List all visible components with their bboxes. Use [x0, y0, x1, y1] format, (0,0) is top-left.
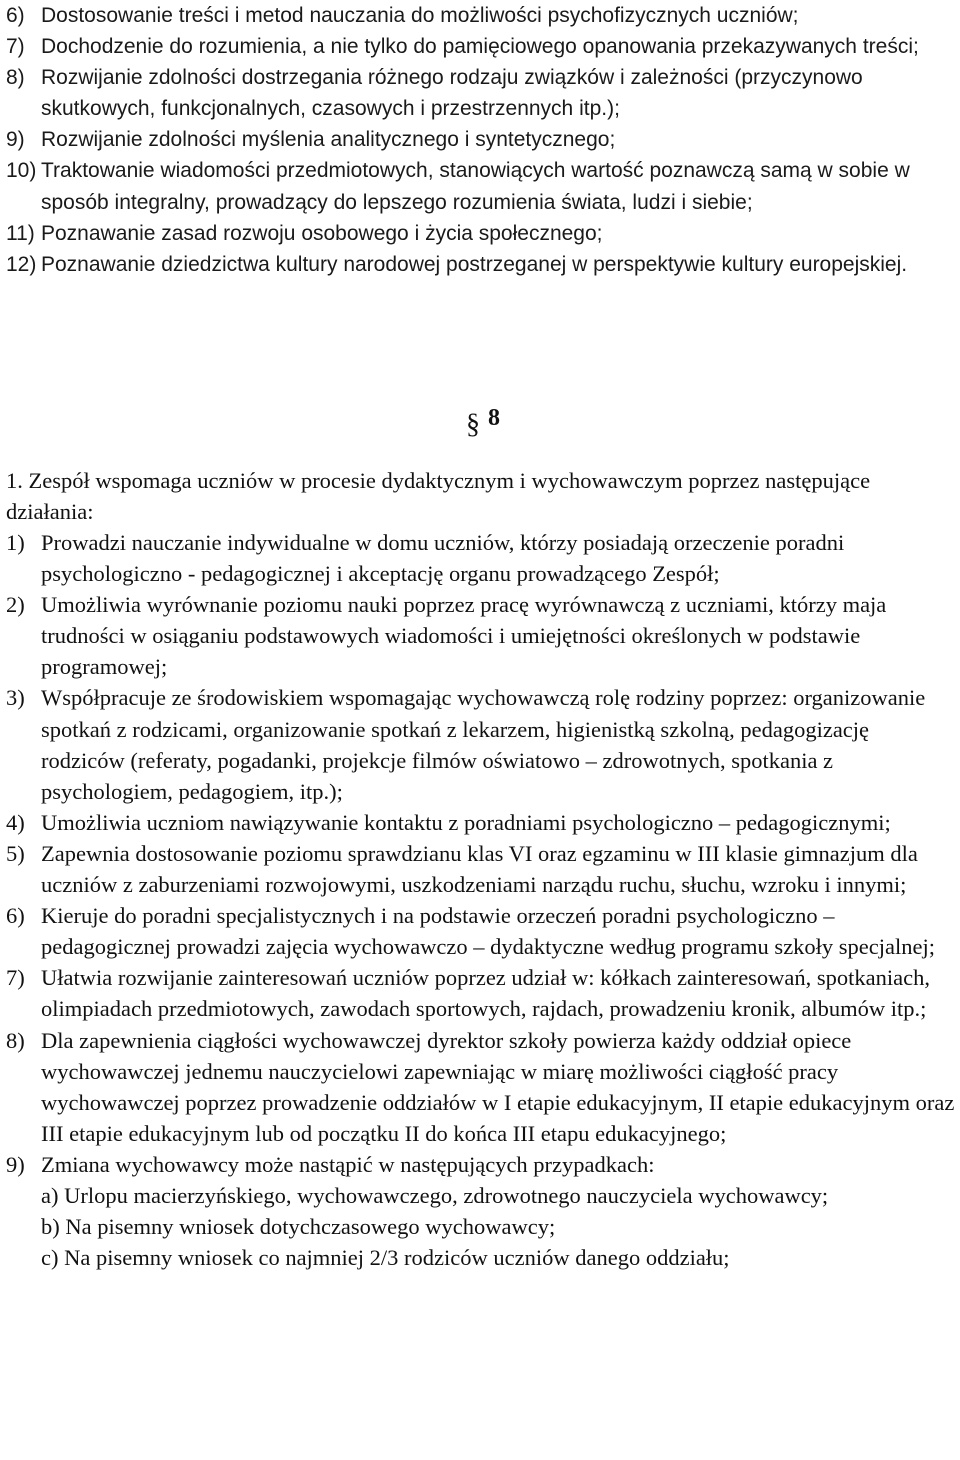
list-item: [6, 900, 958, 962]
item-number: 2): [6, 592, 25, 618]
list-item: [6, 1149, 958, 1273]
item-text: Rozwijanie zdolności myślenia analitycznego i syntetycznego;: [41, 128, 616, 152]
list-item: [6, 31, 956, 62]
item-text: Zmiana wychowawcy może nastąpić w następujących przypadkach:: [41, 1151, 655, 1177]
section-number: 8: [488, 405, 500, 431]
item-text: Prowadzi nauczanie indywidualne w domu uczniów, którzy posiadają orzeczenie poradni psychologiczno - pedagogicznej i akceptację organu prowadzącego Zespół;: [41, 530, 845, 587]
list-item: [6, 682, 958, 806]
item-number: 1): [6, 530, 25, 555]
item-number: 9): [6, 1151, 25, 1177]
item-number: 12): [6, 252, 37, 276]
item-number: 11): [6, 221, 35, 245]
list-item: [6, 807, 958, 838]
item-number: 10): [6, 159, 37, 183]
item-number: 4): [6, 809, 25, 835]
list-item: [6, 124, 956, 155]
list-item: [6, 527, 958, 589]
item-number: 5): [6, 840, 25, 866]
list-item: [6, 589, 958, 682]
intro-paragraph: 1. Zespół wspomaga uczniów w procesie dydaktycznym i wychowawczym poprzez następujące działania:: [6, 468, 871, 525]
item-text: Poznawanie zasad rozwoju osobowego i życia społecznego;: [41, 221, 603, 245]
list-item: [6, 962, 958, 1024]
item-number: 6): [6, 903, 25, 929]
item-text: Traktowanie wiadomości przedmiotowych, stanowiących wartość poznawczą samą w sobie w sposób integralny, prowadzący do lepszego rozumienia świata, ludzi i siebie;: [41, 159, 910, 214]
list-item: [6, 838, 958, 900]
section-heading: [466, 402, 500, 440]
item-text: Dochodzenie do rozumienia, a nie tylko do pamięciowego opanowania przekazywanych treści;: [41, 35, 919, 59]
item-text: Dostosowanie treści i metod nauczania do możliwości psychofizycznych uczniów;: [41, 4, 799, 27]
activities-list: [6, 527, 958, 1273]
list-item: [6, 249, 956, 280]
list-item: [6, 155, 956, 217]
objectives-list: [6, 0, 956, 280]
item-number: 8): [6, 66, 25, 90]
item-text: Umożliwia uczniom nawiązywanie kontaktu z poradniami psychologiczno – pedagogicznymi;: [41, 809, 891, 835]
list-item: [6, 1025, 958, 1149]
list-item: [6, 62, 956, 124]
item-text: Poznawanie dziedzictwa kultury narodowej postrzeganej w perspektywie kultury europejskiej.: [41, 252, 908, 276]
item-text: Współpracuje ze środowiskiem wspomagając wychowawczą rolę rodziny poprzez: organizowanie spotkań z rodzicami, organizowanie spotkań z lekarzem, higienistką szkolną, pedagogizację rodziców (referaty, pogadanki, projekcje filmów oświatowo – zdrowotnych, spotkania z psychologiem, pedagogiem, itp.);: [41, 685, 926, 804]
item-text: Dla zapewnienia ciągłości wychowawczej dyrektor szkoły powierza każdy oddział opiece wychowawczej jednemu nauczycielowi zapewniając w miarę możliwości ciągłość pracy wychowawczej poprzez prowadzenie oddziałów w I etapie edukacyjnym, II etapie edukacyjnym oraz III etapie edukacyjnym lub od początku II do końca III etapu edukacyjnego;: [41, 1027, 955, 1146]
item-text: Rozwijanie zdolności dostrzegania różnego rodzaju związków i zależności (przyczynowo skutkowych, funkcjonalnych, czasowych i przestrzennych itp.);: [41, 66, 863, 121]
item-number: 8): [6, 1027, 25, 1053]
sub-item: a) Urlopu macierzyńskiego, wychowawczego, zdrowotnego nauczyciela wychowawcy;: [41, 1182, 829, 1208]
item-number: 7): [6, 35, 25, 59]
list-item: [6, 218, 956, 249]
item-number: 7): [6, 965, 25, 991]
item-number: 3): [6, 685, 25, 711]
list-item: [6, 0, 956, 31]
item-number: 6): [6, 4, 25, 27]
section-symbol: §: [466, 409, 480, 440]
item-number: 9): [6, 128, 25, 152]
item-text: Kieruje do poradni specjalistycznych i na podstawie orzeczeń poradni psychologiczno – pedagogicznej prowadzi zajęcia wychowawczo – dydaktyczne według programu szkoły specjalnej;: [41, 903, 936, 960]
item-text: Zapewnia dostosowanie poziomu sprawdzianu klas VI oraz egzaminu w III klasie gimnazjum dla uczniów z zaburzeniami rozwojowymi, uszkodzeniami narządu ruchu, słuchu, wzroku i innymi;: [41, 840, 918, 898]
sub-item: b) Na pisemny wniosek dotychczasowego wychowawcy;: [41, 1214, 556, 1240]
item-text: Ułatwia rozwijanie zainteresowań uczniów poprzez udział w: kółkach zainteresowań, spotkaniach, olimpiadach przedmiotowych, zawodach sportowych, rajdach, prowadzeniu kronik, albumów itp.;: [41, 965, 931, 1022]
sub-item: c) Na pisemny wniosek co najmniej 2/3 rodziców uczniów danego oddziału;: [41, 1245, 730, 1271]
item-text: Umożliwia wyrównanie poziomu nauki poprzez pracę wyrównawczą z uczniami, którzy maja trudności w osiąganiu podstawowych wiadomości i umiejętności określonych w podstawie programowej;: [41, 592, 887, 680]
